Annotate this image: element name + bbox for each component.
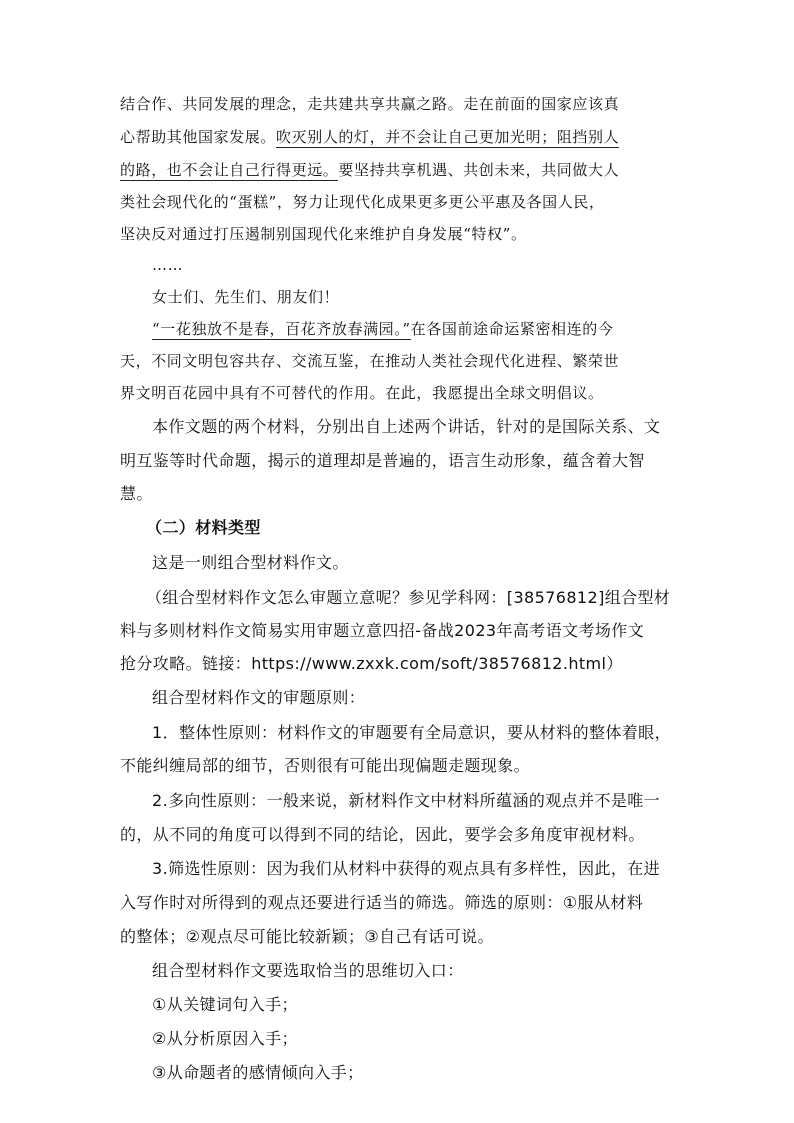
entry-item-1 <box>152 993 712 1023</box>
excerpt-1-line-3 <box>120 158 680 188</box>
text: 本作文题的两个材料，分别出自上述两个讲话，针对的是国际关系、文 <box>152 417 661 436</box>
principles-intro <box>152 686 712 716</box>
entry-item-2 <box>152 1027 712 1057</box>
reference-line-3 <box>120 652 680 682</box>
text: 不能纠缠局部的细节，否则很有可能出现偏题走题现象。 <box>120 756 531 775</box>
text: 1．整体性原则：材料作文的审题要有全局意识，要从材料的整体着眼， <box>152 723 671 742</box>
text: 类社会现代化的“蛋糕”，努力让现代化成果更多更公平惠及各国人民， <box>120 193 605 211</box>
text: 料与多则材料作文简易实用审题立意四招-备战2023年高考语文考场作文 <box>120 621 645 640</box>
text: 的，从不同的角度可以得到不同的结论，因此，要学会多角度审视材料。 <box>120 825 645 844</box>
text: （组合型材料作文怎么审题立意呢？参见学科网：[38576812]组合型材 <box>146 588 671 607</box>
entry-item-3 <box>152 1061 712 1091</box>
text: ①从关键词句入手； <box>152 995 298 1014</box>
principle-1-line-1 <box>152 721 680 751</box>
text: 这是一则组合型材料作文。 <box>152 553 349 572</box>
text: ③从命题者的感情倾向入手； <box>152 1063 364 1082</box>
excerpt-1-line-1 <box>120 92 680 122</box>
principle-1-line-2 <box>120 754 680 784</box>
excerpt-1-line-2 <box>120 125 680 155</box>
analysis-line-2 <box>120 449 680 479</box>
reference-line-2 <box>120 619 680 649</box>
principle-3-line-2 <box>120 891 680 921</box>
excerpt-1-line-5 <box>120 222 680 252</box>
principle-3-line-3 <box>120 925 680 955</box>
text: 2.多向性原则：一般来说，新材料作文中材料所蕴涵的观点并不是唯一 <box>152 791 661 810</box>
analysis-line-1 <box>152 415 680 445</box>
text: 明互鉴等时代命题，揭示的道理却是普遍的，语言生动形象，蕴含着大智 <box>120 451 645 470</box>
text: ②从分析原因入手； <box>152 1029 298 1048</box>
excerpt-2-line-1 <box>152 317 680 347</box>
text: 天，不同文明包容共存、交流互鉴，在推动人类社会现代化进程、繁荣世 <box>120 352 620 370</box>
type-statement <box>152 551 712 581</box>
principle-3-line-1 <box>152 857 680 887</box>
text: 在各国前途命运紧密相连的今 <box>410 320 614 338</box>
underlined-quote: 的路，也不会让自己行得更远。 <box>120 161 339 179</box>
text: 的整体；②观点尽可能比较新颖；③自己有话可说。 <box>120 927 494 946</box>
principle-2-line-2 <box>120 823 680 853</box>
text: 组合型材料作文的审题原则： <box>152 688 366 707</box>
text: 入写作时对所得到的观点还要进行适当的筛选。筛选的原则：①服从材料 <box>120 893 644 912</box>
text: 女士们、先生们、朋友们！ <box>152 288 340 306</box>
underlined-quote: “一花独放不是春，百花齐放春满园。” <box>152 320 411 338</box>
underlined-quote: 吹灭别人的灯，并不会让自己更加光明；阻挡别人 <box>276 128 620 146</box>
analysis-line-3 <box>120 482 680 512</box>
ellipsis <box>152 253 712 283</box>
text: 抢分攻略。链接：https://www.zxxk.com/soft/38576812.html） <box>120 654 623 673</box>
text: 要坚持共享机遇、共创未来，共同做大人 <box>338 161 620 179</box>
text: 界文明百花园中具有不可替代的作用。在此，我愿提出全球文明倡议。 <box>120 384 604 402</box>
text: 结合作、共同发展的理念，走共建共享共赢之路。走在前面的国家应该真 <box>120 95 620 113</box>
greeting <box>152 285 712 315</box>
reference-line-1 <box>146 586 680 616</box>
text: 3.筛选性原则：因为我们从材料中获得的观点具有多样性，因此，在进 <box>152 859 661 878</box>
text: （二）材料类型 <box>146 518 261 537</box>
text: 坚决反对通过打压遏制别国现代化来维护自身发展“特权”。 <box>120 225 527 243</box>
entry-intro <box>152 959 712 989</box>
text: …… <box>152 256 184 274</box>
principle-2-line-1 <box>152 789 680 819</box>
excerpt-2-line-3 <box>120 381 680 411</box>
text: 慧。 <box>120 484 153 503</box>
excerpt-1-line-4 <box>120 190 680 220</box>
text: 组合型材料作文要选取恰当的思维切入口： <box>152 961 464 980</box>
section-heading <box>146 516 706 546</box>
excerpt-2-line-2 <box>120 349 680 379</box>
text: 心帮助其他国家发展。 <box>120 128 277 146</box>
